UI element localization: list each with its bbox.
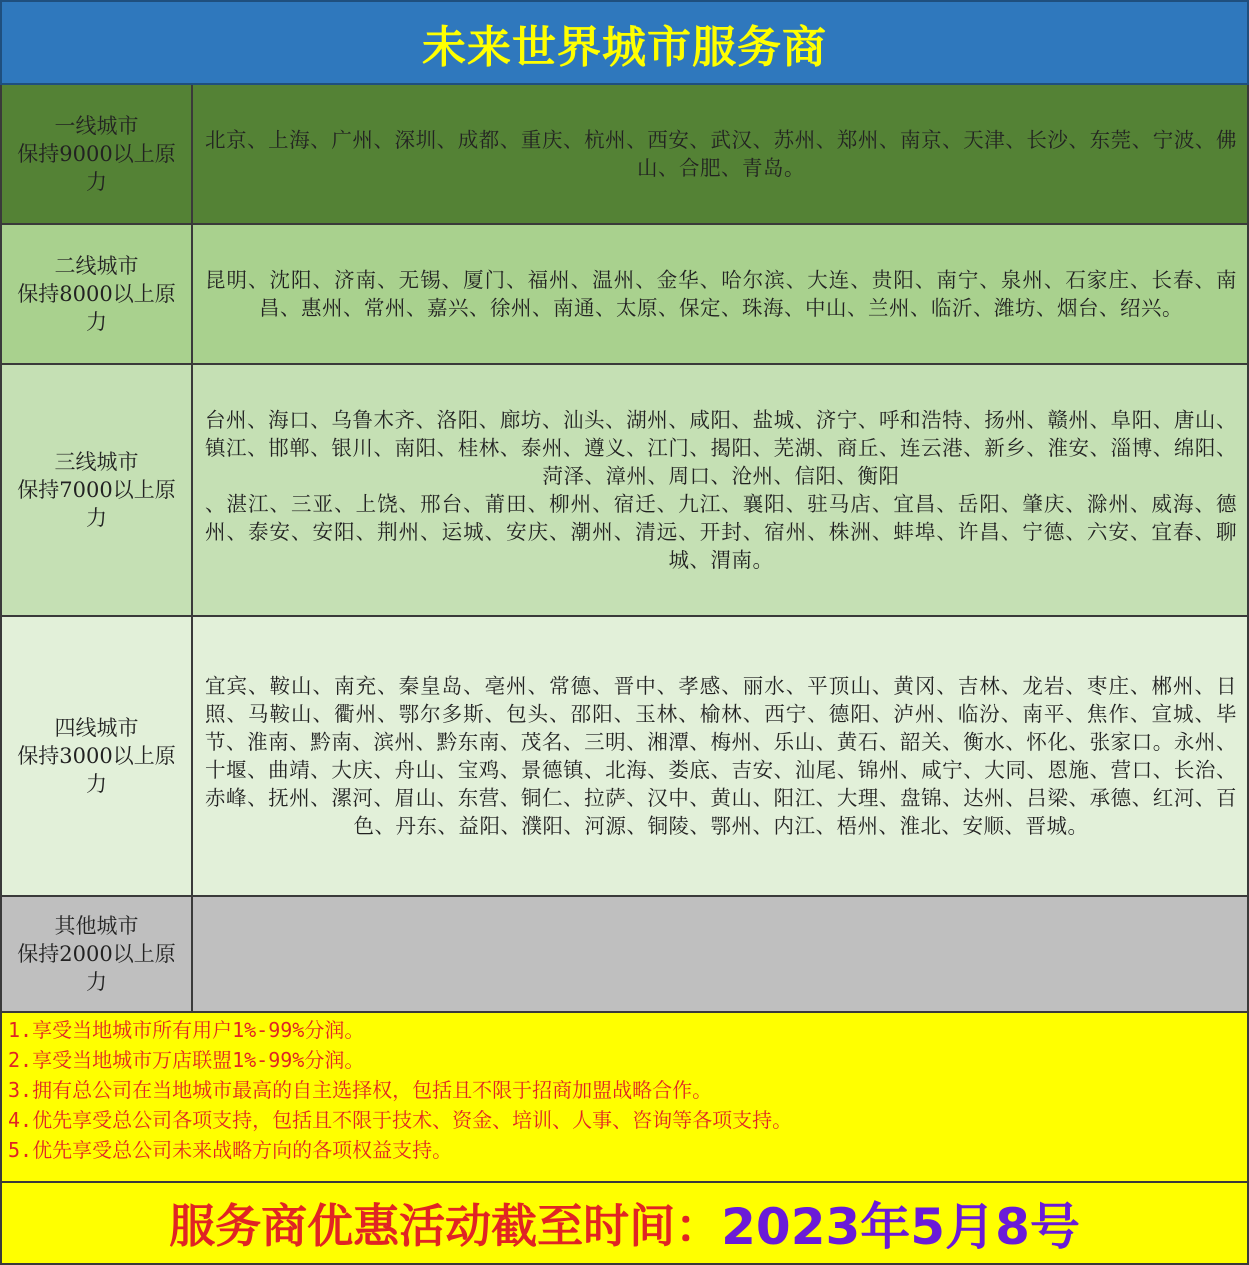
tier-cities-cell: [193, 225, 1247, 363]
tier-name: 二线城市: [54, 254, 139, 278]
tier-name: 四线城市: [54, 716, 139, 740]
tier-label-cell: [2, 617, 193, 895]
tier-requirement: 保持3000以上原力: [17, 744, 176, 796]
tier-label-cell: [2, 225, 193, 363]
tier-city-list: 北京、上海、广州、深圳、成都、重庆、杭州、西安、武汉、苏州、郑州、南京、天津、长沙、东莞、宁波、佛山、合肥、青岛。: [205, 128, 1237, 180]
benefit-item: 5.优先享受总公司未来战略方向的各项权益支持。: [8, 1138, 453, 1162]
tier-label-cell: [2, 365, 193, 615]
page-title: 未来世界城市服务商: [422, 21, 827, 73]
benefits-list: [0, 1013, 1249, 1181]
promo-deadline-date: 2023年5月8号: [721, 1198, 1080, 1256]
tier-cities-cell: [193, 85, 1247, 223]
tier-city-list-part-2: 、湛江、三亚、上饶、邢台、莆田、柳州、宿迁、九江、襄阳、驻马店、宜昌、岳阳、肇庆、滁州、威海、德州、泰安、安阳、荆州、运城、安庆、潮州、清远、开封、宿州、株洲、蚌埠、许昌、宁德、六安、宜春、聊城、渭南。: [205, 492, 1237, 572]
tier-requirement: 保持2000以上原力: [17, 942, 176, 994]
tier-cities-cell: [193, 897, 1247, 1011]
footer-banner: [0, 1181, 1249, 1265]
tier-row-third-tier: [0, 365, 1249, 617]
tier-city-list-part-1: 台州、海口、乌鲁木齐、洛阳、廊坊、汕头、湖州、咸阳、盐城、济宁、呼和浩特、扬州、赣州、阜阳、唐山、镇江、邯郸、银川、南阳、桂林、泰州、遵义、江门、揭阳、芜湖、商丘、连云港、新乡、淮安、淄博、绵阳、菏泽、漳州、周口、沧州、信阳、衡阳: [205, 408, 1237, 488]
tier-city-list: 昆明、沈阳、济南、无锡、厦门、福州、温州、金华、哈尔滨、大连、贵阳、南宁、泉州、石家庄、长春、南昌、惠州、常州、嘉兴、徐州、南通、太原、保定、珠海、中山、兰州、临沂、潍坊、烟台、绍兴。: [205, 268, 1237, 320]
tier-city-list: 宜宾、鞍山、南充、秦皇岛、亳州、常德、晋中、孝感、丽水、平顶山、黄冈、吉林、龙岩、枣庄、郴州、日照、马鞍山、衢州、鄂尔多斯、包头、邵阳、玉林、榆林、西宁、德阳、泸州、临汾、南平、焦作、宣城、毕节、淮南、黔南、滨州、黔东南、茂名、三明、湘潭、梅州、乐山、黄石、韶关、衡水、怀化、张家口。永州、十堰、曲靖、大庆、舟山、宝鸡、景德镇、北海、娄底、吉安、汕尾、锦州、咸宁、大同、恩施、营口、长治、赤峰、抚州、漯河、眉山、东营、铜仁、拉萨、汉中、黄山、阳江、大理、盘锦、达州、吕梁、承德、红河、百色、丹东、益阳、濮阳、河源、铜陵、鄂州、内江、梧州、淮北、安顺、晋城。: [205, 674, 1237, 838]
tier-label-cell: [2, 85, 193, 223]
benefit-item: 2.享受当地城市万店联盟1%-99%分润。: [8, 1048, 365, 1072]
tier-requirement: 保持7000以上原力: [17, 478, 176, 530]
tier-name: 一线城市: [54, 114, 139, 138]
benefit-item: 1.享受当地城市所有用户1%-99%分润。: [8, 1018, 365, 1042]
tier-requirement: 保持9000以上原力: [17, 142, 176, 194]
benefit-item: 3.拥有总公司在当地城市最高的自主选择权，包括且不限于招商加盟战略合作。: [8, 1078, 713, 1102]
tier-name: 三线城市: [54, 450, 139, 474]
tier-row-fourth-tier: [0, 617, 1249, 897]
tier-requirement: 保持8000以上原力: [17, 282, 176, 334]
tier-cities-cell: [193, 617, 1247, 895]
tier-name: 其他城市: [54, 914, 139, 938]
tier-label-cell: [2, 897, 193, 1011]
header-banner: [0, 0, 1249, 85]
tier-row-second-tier: [0, 225, 1249, 365]
promo-deadline-label: 服务商优惠活动截至时间：: [169, 1199, 722, 1253]
benefit-item: 4.优先享受总公司各项支持，包括且不限于技术、资金、培训、人事、咨询等各项支持。: [8, 1108, 793, 1132]
tier-cities-cell: [193, 365, 1247, 615]
tier-row-other-cities: [0, 897, 1249, 1013]
tier-row-first-tier: [0, 85, 1249, 225]
